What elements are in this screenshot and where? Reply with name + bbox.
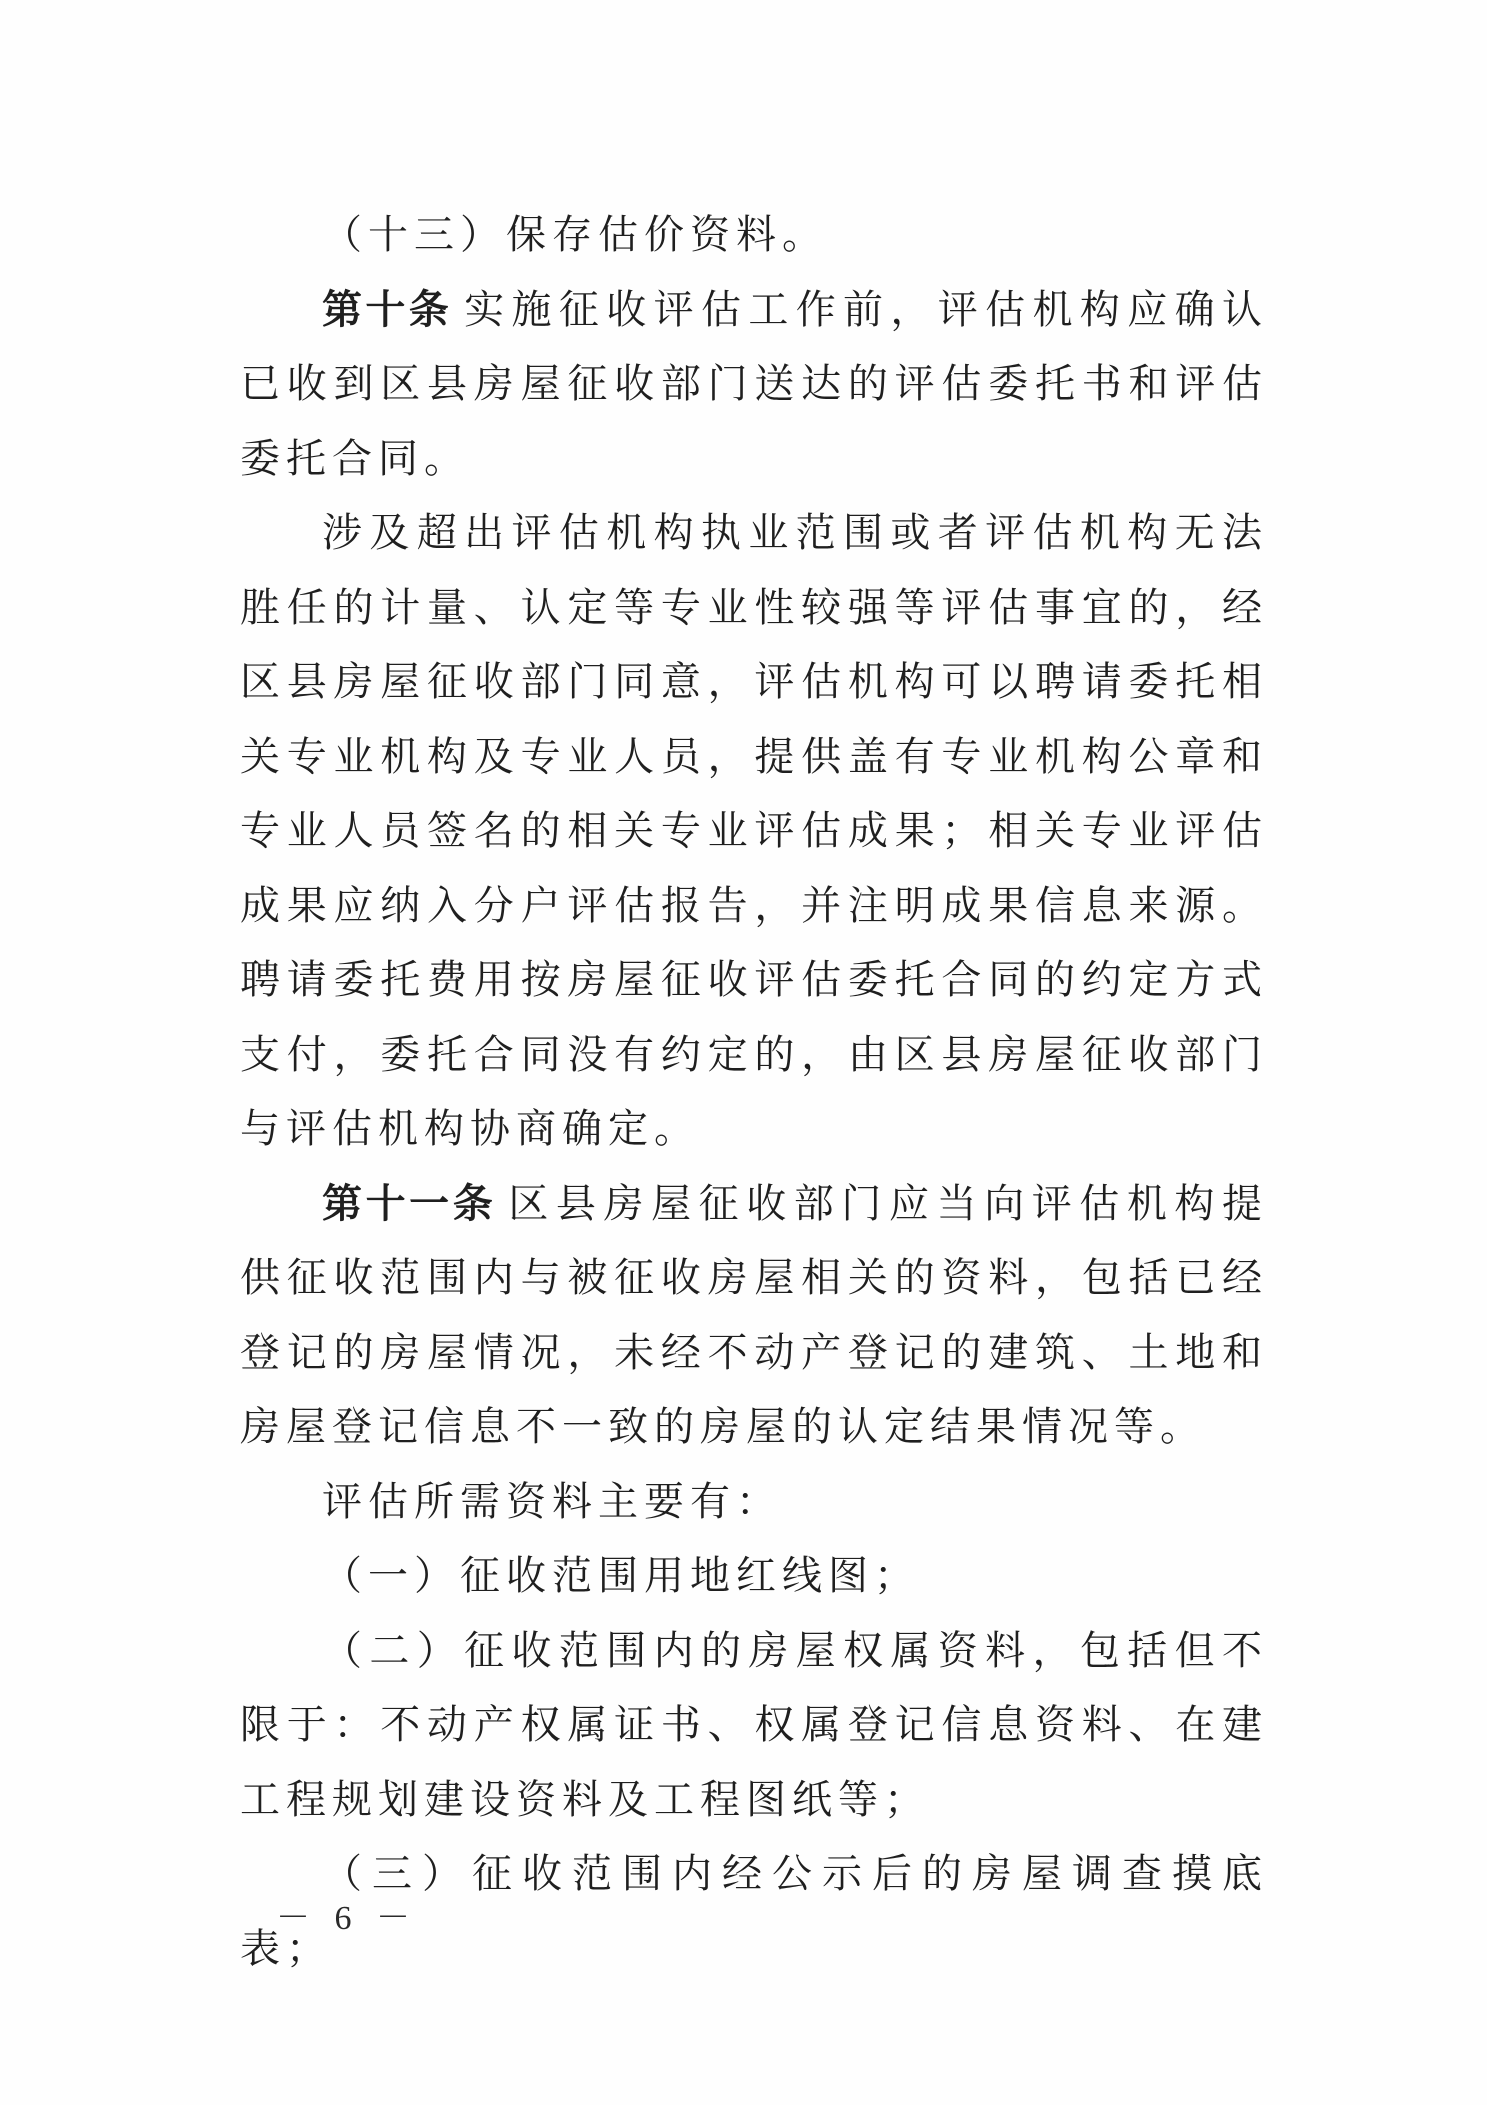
paragraph-text: （十三）保存估价资料。	[322, 212, 828, 258]
document-body	[240, 198, 1268, 1986]
page-number: － 6 －	[276, 1900, 418, 1937]
paragraph-text: （三）征收范围内经公示后的房屋调查摸底表；	[240, 1851, 1268, 1972]
article-11-paragraph	[240, 1167, 1268, 1465]
materials-intro-paragraph	[240, 1465, 1268, 1540]
article-10-detail-paragraph	[240, 496, 1268, 1167]
article-10-paragraph	[240, 273, 1268, 497]
materials-item-1	[240, 1539, 1268, 1614]
paragraph-item-13	[240, 198, 1268, 273]
paragraph-text: 涉及超出评估机构执业范围或者评估机构无法胜任的计量、认定等专业性较强等评估事宜的，经区县房屋征收部门同意，评估机构可以聘请委托相关专业机构及专业人员，提供盖有专业机构公章和专业人员签名的相关专业评估成果；相关专业评估成果应纳入分户评估报告，并注明成果信息来源。聘请委托费用按房屋征收评估委托合同的约定方式支付，委托合同没有约定的，由区县房屋征收部门与评估机构协商确定。	[240, 510, 1268, 1152]
paragraph-text: 实施征收评估工作前，评估机构应确认已收到区县房屋征收部门送达的评估委托书和评估委托合同。	[240, 286, 1269, 482]
paragraph-text: 评估所需资料主要有：	[322, 1478, 782, 1525]
paragraph-text: （二）征收范围内的房屋权属资料，包括但不限于：不动产权属证书、权属登记信息资料、在建工程规划建设资料及工程图纸等；	[240, 1627, 1268, 1823]
paragraph-text: 区县房屋征收部门应当向评估机构提供征收范围内与被征收房屋相关的资料，包括已经登记的房屋情况，未经不动产登记的建筑、土地和房屋登记信息不一致的房屋的认定结果情况等。	[240, 1180, 1269, 1450]
paragraph-text: （一）征收范围用地红线图；	[322, 1553, 920, 1599]
article-heading: 第十一条	[322, 1180, 497, 1227]
materials-item-2	[240, 1614, 1268, 1838]
article-heading: 第十条	[322, 286, 453, 333]
